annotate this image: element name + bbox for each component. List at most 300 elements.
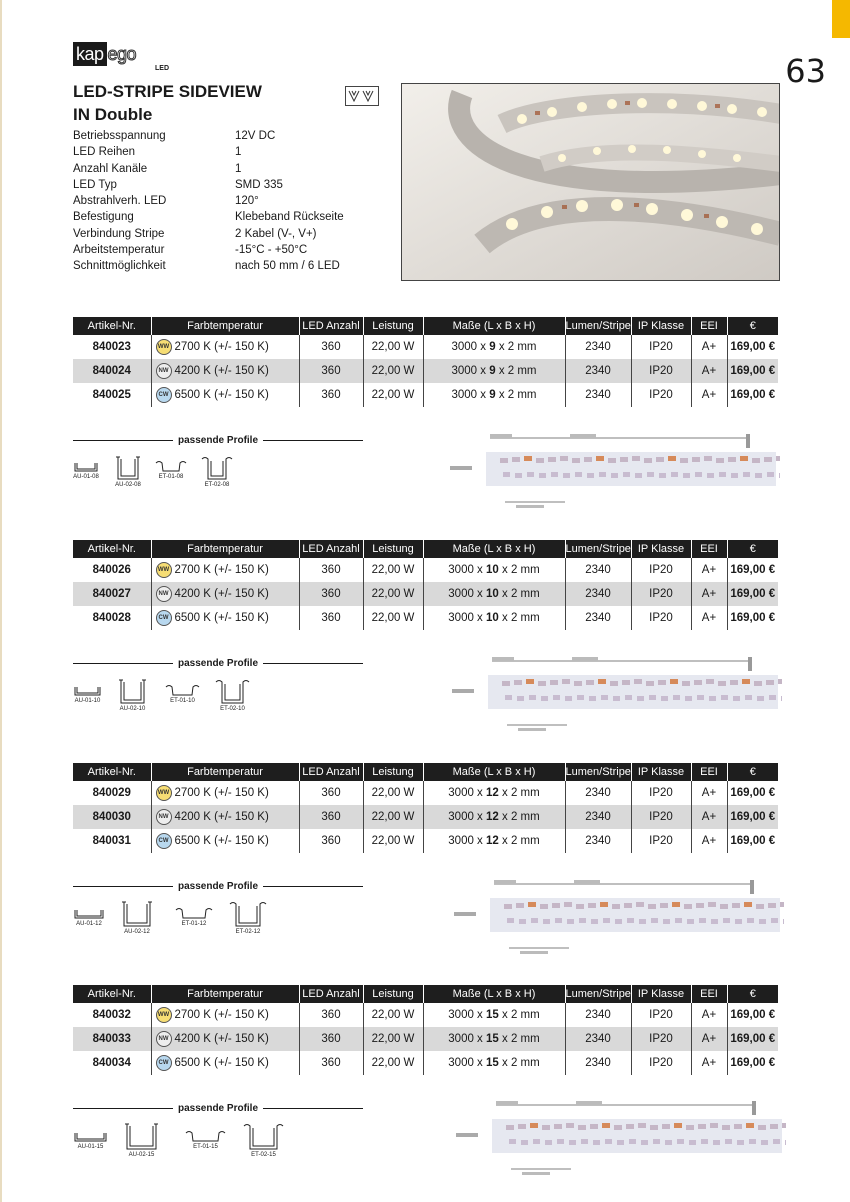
lumen: 2340 — [565, 805, 631, 829]
profile-shape-icon — [229, 900, 267, 928]
profile-shape-icon — [73, 455, 99, 473]
dim-width: 9 — [489, 389, 496, 401]
column-header: € — [727, 540, 778, 558]
profile-code: AU-01-15 — [77, 1144, 104, 1150]
dim-length: 3000 x — [451, 365, 490, 377]
color-temp-value: 2700 K (+/- 150 K) — [174, 341, 269, 354]
dim-width: 12 — [486, 835, 499, 847]
power: 22,00 W — [363, 1003, 423, 1027]
color-temp-badge-icon: NW — [156, 363, 172, 379]
article-number: 840024 — [73, 359, 151, 383]
spec-value: 120° — [235, 195, 259, 208]
dim-length: 3000 x — [448, 1057, 487, 1069]
title-line-1: LED-STRIPE SIDEVIEW — [73, 82, 262, 101]
ip-class: IP20 — [631, 335, 691, 359]
table-row — [73, 781, 778, 805]
spec-value: SMD 335 — [235, 178, 283, 191]
dim-length: 3000 x — [448, 835, 487, 847]
dimensions — [423, 335, 565, 359]
spec-list — [73, 128, 344, 275]
dim-height: x 2 mm — [495, 365, 537, 377]
color-temperature — [151, 1003, 299, 1027]
eei: A+ — [691, 805, 727, 829]
power: 22,00 W — [363, 805, 423, 829]
profile-shape-icon — [243, 1122, 284, 1151]
profile-item[interactable] — [73, 455, 99, 480]
article-number: 840025 — [73, 383, 151, 407]
spec-key: LED Reihen — [73, 146, 136, 159]
dimensions — [423, 606, 565, 630]
power: 22,00 W — [363, 1051, 423, 1075]
color-temp-badge-icon: NW — [156, 809, 172, 825]
dim-width: 15 — [486, 1009, 499, 1021]
table-row — [73, 1051, 778, 1075]
lumen: 2340 — [565, 359, 631, 383]
profile-code: AU-02-08 — [115, 482, 141, 488]
profile-code: ET-02-15 — [251, 1152, 276, 1158]
profile-item[interactable] — [73, 678, 102, 704]
dim-height: x 2 mm — [498, 811, 540, 823]
color-temp-badge-icon: CW — [156, 1055, 172, 1071]
spec-value: 1 — [235, 146, 242, 159]
profile-code: AU-01-12 — [76, 921, 102, 927]
profile-shape-icon — [115, 455, 141, 481]
price: 169,00 € — [730, 612, 776, 624]
strip-dimension-drawing — [452, 653, 782, 748]
profile-code: AU-02-10 — [119, 706, 146, 712]
table-row — [73, 335, 778, 359]
product-photo — [401, 83, 780, 281]
profile-code: ET-01-08 — [158, 474, 184, 480]
price: 169,00 € — [730, 835, 776, 847]
article-number: 840029 — [73, 781, 151, 805]
price: 169,00 € — [727, 582, 778, 606]
lumen: 2340 — [565, 383, 631, 407]
profile-shape-icon — [73, 678, 102, 697]
product-table — [73, 540, 778, 630]
color-temp-value: 4200 K (+/- 150 K) — [174, 365, 269, 378]
color-temp-value: 2700 K (+/- 150 K) — [174, 564, 269, 577]
column-header: LED Anzahl — [299, 985, 363, 1003]
color-temp-value: 6500 K (+/- 150 K) — [174, 1057, 269, 1070]
profile-item[interactable] — [185, 1122, 226, 1150]
profile-code: ET-01-12 — [181, 921, 207, 927]
spec-row — [73, 258, 344, 274]
dim-height: x 2 mm — [498, 612, 540, 624]
spec-key: Befestigung — [73, 211, 134, 224]
spec-value: -15°C - +50°C — [235, 244, 308, 257]
column-header: Lumen/Stripe — [565, 985, 631, 1003]
strip-dimension-drawing — [454, 876, 784, 971]
column-header: IP Klasse — [631, 763, 691, 781]
profile-code: AU-02-12 — [124, 929, 150, 935]
eei: A+ — [691, 582, 727, 606]
logo-sub: LED — [155, 65, 169, 72]
strip-dimension-drawing — [456, 1097, 786, 1192]
column-header: Lumen/Stripe — [565, 317, 631, 335]
table-row — [73, 606, 778, 630]
spec-row — [73, 128, 344, 144]
eei: A+ — [691, 781, 727, 805]
spec-value: 1 — [235, 162, 242, 175]
article-number: 840031 — [73, 829, 151, 853]
ip-class: IP20 — [631, 781, 691, 805]
ip-class: IP20 — [631, 805, 691, 829]
column-header: Farbtemperatur — [151, 763, 299, 781]
eei: A+ — [691, 1027, 727, 1051]
power: 22,00 W — [363, 829, 423, 853]
price: 169,00 € — [730, 341, 776, 353]
dim-length: 3000 x — [451, 389, 490, 401]
dim-length: 3000 x — [448, 588, 487, 600]
eei: A+ — [691, 558, 727, 582]
spec-key: Betriebsspannung — [73, 130, 166, 142]
dim-width: 9 — [489, 341, 496, 353]
article-number: 840033 — [73, 1027, 151, 1051]
strip-dimension-drawing — [450, 430, 780, 525]
column-header: EEI — [691, 763, 727, 781]
table-row — [73, 558, 778, 582]
table-row — [73, 805, 778, 829]
dim-height: x 2 mm — [495, 389, 537, 401]
power: 22,00 W — [363, 781, 423, 805]
color-temp-value: 4200 K (+/- 150 K) — [174, 588, 269, 601]
color-temperature — [151, 606, 299, 630]
divider — [73, 886, 173, 887]
dim-width: 12 — [486, 787, 499, 799]
article-number: 840028 — [73, 606, 151, 630]
color-temp-badge-icon: WW — [156, 785, 172, 801]
price: 169,00 € — [730, 1009, 776, 1021]
lumen: 2340 — [565, 1051, 631, 1075]
color-temp-badge-icon: WW — [156, 1007, 172, 1023]
product-table — [73, 985, 778, 1075]
profile-heading — [73, 880, 363, 892]
table-header-row — [73, 540, 778, 558]
color-temperature — [151, 829, 299, 853]
eei: A+ — [691, 606, 727, 630]
profile-item[interactable] — [115, 455, 141, 488]
eei: A+ — [691, 829, 727, 853]
column-header: IP Klasse — [631, 540, 691, 558]
article-number: 840026 — [73, 558, 151, 582]
color-temp-badge-icon: NW — [156, 586, 172, 602]
article-number: 840032 — [73, 1003, 151, 1027]
product-table — [73, 317, 778, 407]
price: 169,00 € — [727, 805, 778, 829]
dim-length: 3000 x — [448, 612, 487, 624]
column-header: Maße (L x B x H) — [423, 763, 565, 781]
divider — [263, 886, 363, 887]
color-temp-badge-icon: WW — [156, 339, 172, 355]
color-temperature — [151, 1027, 299, 1051]
dim-height: x 2 mm — [498, 1057, 540, 1069]
table-row — [73, 383, 778, 407]
led-count: 360 — [299, 1027, 363, 1051]
dimensions — [423, 582, 565, 606]
profile-shape-icon — [175, 900, 213, 920]
column-header: LED Anzahl — [299, 540, 363, 558]
profile-heading — [73, 1102, 363, 1114]
color-temp-badge-icon: NW — [156, 1031, 172, 1047]
profile-label: passende Profile — [177, 880, 259, 892]
table-row — [73, 829, 778, 853]
led-count: 360 — [299, 383, 363, 407]
profile-shape-icon — [155, 455, 187, 473]
ip-class: IP20 — [631, 606, 691, 630]
ip-class: IP20 — [631, 1051, 691, 1075]
column-header: Maße (L x B x H) — [423, 317, 565, 335]
color-temperature — [151, 1051, 299, 1075]
color-temp-badge-icon: WW — [156, 562, 172, 578]
profile-item[interactable] — [215, 678, 250, 712]
column-header: Lumen/Stripe — [565, 540, 631, 558]
table-row — [73, 1027, 778, 1051]
table-header-row — [73, 763, 778, 781]
price: 169,00 € — [730, 564, 776, 576]
column-header: € — [727, 317, 778, 335]
lumen: 2340 — [565, 558, 631, 582]
spec-key: Arbeitstemperatur — [73, 244, 165, 257]
page-edge-rule — [0, 0, 2, 1202]
profile-code: AU-01-10 — [74, 698, 101, 704]
column-header: EEI — [691, 540, 727, 558]
dim-width: 10 — [486, 588, 499, 600]
column-header: Farbtemperatur — [151, 540, 299, 558]
table-row — [73, 359, 778, 383]
logo-mark: kap — [73, 42, 107, 66]
profile-item[interactable] — [175, 900, 213, 927]
spec-row — [73, 209, 344, 225]
color-temp-value: 6500 K (+/- 150 K) — [174, 389, 269, 402]
eei: A+ — [691, 359, 727, 383]
article-number: 840027 — [73, 582, 151, 606]
dim-length: 3000 x — [448, 1033, 487, 1045]
ip-class: IP20 — [631, 829, 691, 853]
divider — [73, 663, 173, 664]
profile-item[interactable] — [121, 900, 153, 935]
column-header: Artikel-Nr. — [73, 317, 151, 335]
profile-shape-icon — [118, 678, 147, 705]
lumen: 2340 — [565, 335, 631, 359]
dim-length: 3000 x — [451, 341, 490, 353]
ip-class: IP20 — [631, 359, 691, 383]
dim-length: 3000 x — [448, 811, 487, 823]
lumen: 2340 — [565, 1027, 631, 1051]
divider — [263, 663, 363, 664]
spec-value: 2 Kabel (V-, V+) — [235, 227, 317, 240]
eei: A+ — [691, 1003, 727, 1027]
profile-code: AU-01-08 — [73, 474, 99, 480]
article-number: 840023 — [73, 335, 151, 359]
spec-key: Anzahl Kanäle — [73, 162, 148, 175]
column-header: € — [727, 763, 778, 781]
dim-height: x 2 mm — [498, 1033, 540, 1045]
column-header: IP Klasse — [631, 985, 691, 1003]
profile-code: ET-01-15 — [193, 1144, 218, 1150]
profile-heading — [73, 434, 363, 446]
column-header: Maße (L x B x H) — [423, 540, 565, 558]
led-count: 360 — [299, 1051, 363, 1075]
profile-heading — [73, 657, 363, 669]
logo-text: ego — [107, 43, 137, 64]
profile-label: passende Profile — [177, 1102, 259, 1114]
dim-height: x 2 mm — [498, 787, 540, 799]
dim-height: x 2 mm — [498, 588, 540, 600]
color-temp-value: 2700 K (+/- 150 K) — [174, 787, 269, 800]
spec-key: LED Typ — [73, 178, 117, 191]
profile-shape-icon — [121, 900, 153, 928]
led-count: 360 — [299, 558, 363, 582]
column-header: EEI — [691, 985, 727, 1003]
table-row — [73, 1003, 778, 1027]
profile-code: ET-02-10 — [220, 706, 245, 712]
spec-key: Abstrahlverh. LED — [73, 195, 167, 208]
column-header: Artikel-Nr. — [73, 985, 151, 1003]
power: 22,00 W — [363, 335, 423, 359]
dimensions — [423, 1003, 565, 1027]
dim-width: 10 — [486, 612, 499, 624]
column-header: € — [727, 985, 778, 1003]
product-table — [73, 763, 778, 853]
profile-label: passende Profile — [177, 657, 259, 669]
color-temp-badge-icon: CW — [156, 833, 172, 849]
lumen: 2340 — [565, 781, 631, 805]
profile-code: ET-02-08 — [204, 482, 230, 488]
column-header: Leistung — [363, 540, 423, 558]
led-count: 360 — [299, 606, 363, 630]
profile-item[interactable] — [229, 900, 267, 935]
lumen: 2340 — [565, 1003, 631, 1027]
price: 169,00 € — [727, 1027, 778, 1051]
profile-shape-icon — [165, 678, 200, 697]
column-header: EEI — [691, 317, 727, 335]
profile-item[interactable] — [124, 1122, 159, 1158]
color-temperature — [151, 335, 299, 359]
ip-class: IP20 — [631, 383, 691, 407]
price: 169,00 € — [730, 1057, 776, 1069]
divider — [73, 440, 173, 441]
price: 169,00 € — [727, 359, 778, 383]
article-number: 840034 — [73, 1051, 151, 1075]
profile-shape-icon — [124, 1122, 159, 1151]
profile-item[interactable] — [165, 678, 200, 704]
column-header: Maße (L x B x H) — [423, 985, 565, 1003]
page-title — [73, 80, 262, 126]
color-temperature — [151, 383, 299, 407]
dimensions — [423, 383, 565, 407]
kapego-logo — [73, 40, 169, 72]
eei: A+ — [691, 383, 727, 407]
color-temperature — [151, 781, 299, 805]
power: 22,00 W — [363, 1027, 423, 1051]
spec-row — [73, 226, 344, 242]
ip-class: IP20 — [631, 1003, 691, 1027]
lumen: 2340 — [565, 829, 631, 853]
profile-shape-icon — [73, 900, 105, 920]
color-temp-badge-icon: CW — [156, 610, 172, 626]
color-temp-value: 6500 K (+/- 150 K) — [174, 612, 269, 625]
profile-shape-icon — [215, 678, 250, 705]
spec-row — [73, 193, 344, 209]
column-header: Leistung — [363, 763, 423, 781]
power: 22,00 W — [363, 383, 423, 407]
profile-item[interactable] — [73, 900, 105, 927]
divider — [73, 1108, 173, 1109]
spec-value: Klebeband Rückseite — [235, 211, 344, 224]
column-header: Lumen/Stripe — [565, 763, 631, 781]
chapter-accent-tab — [832, 0, 850, 38]
dim-length: 3000 x — [448, 1009, 487, 1021]
dimensions — [423, 558, 565, 582]
spec-row — [73, 242, 344, 258]
profile-code: ET-02-12 — [235, 929, 261, 935]
column-header: LED Anzahl — [299, 317, 363, 335]
led-count: 360 — [299, 335, 363, 359]
profile-item[interactable] — [118, 678, 147, 712]
dim-height: x 2 mm — [498, 835, 540, 847]
power: 22,00 W — [363, 359, 423, 383]
color-temp-value: 4200 K (+/- 150 K) — [174, 1033, 269, 1046]
table-row — [73, 582, 778, 606]
title-line-2: IN Double — [73, 105, 153, 124]
table-header-row — [73, 985, 778, 1003]
profile-code: AU-02-15 — [128, 1152, 155, 1158]
eco-light-icon — [345, 86, 379, 106]
color-temperature — [151, 805, 299, 829]
dimensions — [423, 781, 565, 805]
divider — [263, 440, 363, 441]
color-temp-value: 6500 K (+/- 150 K) — [174, 835, 269, 848]
color-temp-value: 4200 K (+/- 150 K) — [174, 811, 269, 824]
dim-height: x 2 mm — [498, 1009, 540, 1021]
dim-height: x 2 mm — [498, 564, 540, 576]
dim-length: 3000 x — [448, 564, 487, 576]
column-header: Artikel-Nr. — [73, 540, 151, 558]
eei: A+ — [691, 1051, 727, 1075]
dimensions — [423, 805, 565, 829]
led-count: 360 — [299, 829, 363, 853]
color-temperature — [151, 359, 299, 383]
profile-item[interactable] — [243, 1122, 284, 1158]
dim-length: 3000 x — [448, 787, 487, 799]
profile-shape-icon — [185, 1122, 226, 1143]
dim-width: 15 — [486, 1033, 499, 1045]
led-count: 360 — [299, 781, 363, 805]
dim-width: 10 — [486, 564, 499, 576]
color-temp-value: 2700 K (+/- 150 K) — [174, 1009, 269, 1022]
spec-key: Verbindung Stripe — [73, 227, 165, 240]
lumen: 2340 — [565, 582, 631, 606]
dimensions — [423, 1051, 565, 1075]
led-count: 360 — [299, 359, 363, 383]
dimensions — [423, 829, 565, 853]
profile-item[interactable] — [155, 455, 187, 480]
color-temperature — [151, 558, 299, 582]
power: 22,00 W — [363, 606, 423, 630]
profile-item[interactable] — [201, 455, 233, 488]
color-temperature — [151, 582, 299, 606]
price: 169,00 € — [730, 389, 776, 401]
price: 169,00 € — [730, 787, 776, 799]
divider — [263, 1108, 363, 1109]
profile-item[interactable] — [73, 1122, 108, 1150]
spec-value: nach 50 mm / 6 LED — [235, 260, 340, 273]
table-header-row — [73, 317, 778, 335]
ip-class: IP20 — [631, 582, 691, 606]
lumen: 2340 — [565, 606, 631, 630]
column-header: Leistung — [363, 317, 423, 335]
